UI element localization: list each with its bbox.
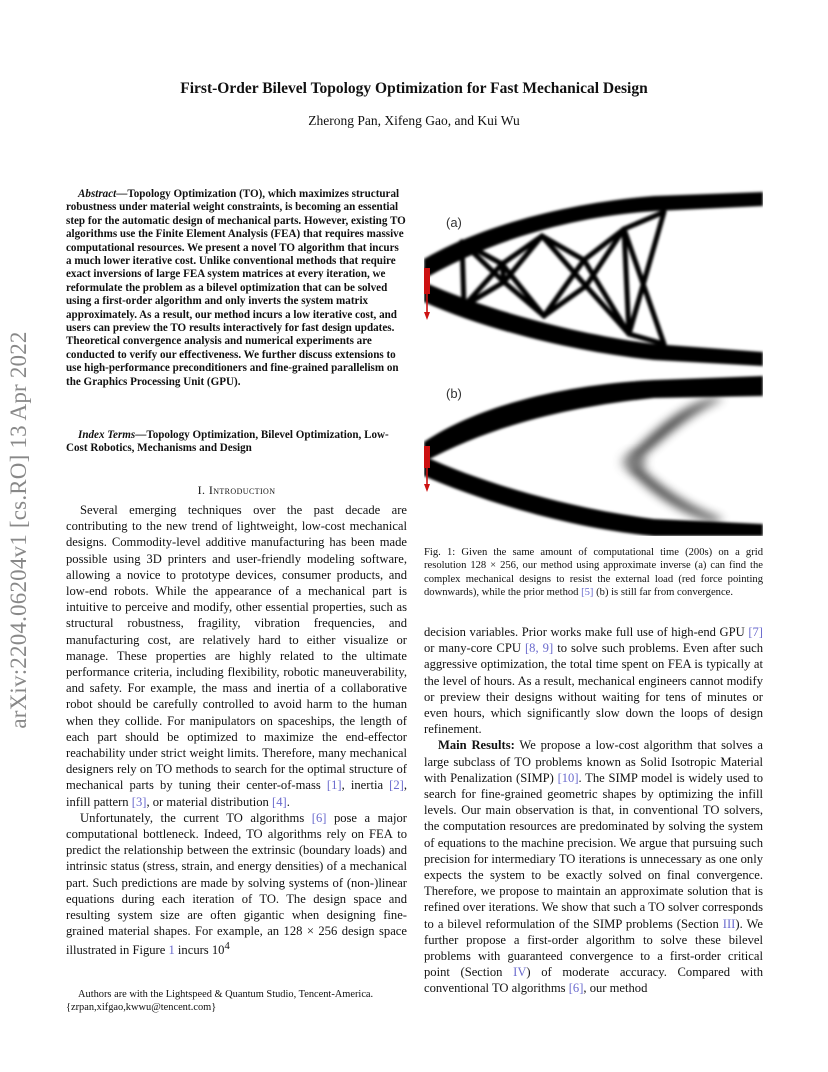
citation-link[interactable]: [6] bbox=[311, 810, 327, 825]
body-text: , our method bbox=[583, 981, 648, 996]
force-arrowhead-a bbox=[424, 312, 430, 320]
right-paragraph-1 bbox=[424, 624, 763, 737]
body-text: We propose a low-cost algorithm that solves a large subclass of TO problems known as Solid Isotropic Material with Penalization (SIMP) bbox=[424, 738, 764, 785]
intro-paragraph-2 bbox=[66, 810, 407, 959]
caption-text: Given the same amount of computational time (200s) on a grid resolution 128 × 256, our method using approximate inverse (a) can find the complex mechanical designs to resist the external load (red force pointing downwards), while the prior method bbox=[424, 547, 763, 599]
citation-link[interactable]: [4] bbox=[272, 794, 287, 809]
abstract-text: —Topology Optimization (TO), which maximizes structural robustness under material weight constraints, is becoming an essential step for the automatic design of mechanical parts. However, existing TO algorithms use the Finite Element Analysis (FEA) that requires massive computational resources. We present a novel TO algorithm that incurs a much lower iterative cost. Unlike conventional methods that require exact inversions of large FEA system matrices at every iteration, we reformulate the problem as a bilevel optimization that can be solved using a first-order algorithm and only inverts the system matrix approximately. As a result, our method incurs a low iterative cost, and users can preview the TO results interactively for fast design updates. Theoretical convergence analysis and numerical experiments are conducted to verify our effectiveness. We further discuss extensions to use high-performance preconditioners and fine-grained parallelism on the Graphics Processing Unit (GPU). bbox=[66, 188, 406, 388]
intro-text: incurs 10 bbox=[174, 943, 225, 958]
section-heading bbox=[66, 483, 407, 498]
paper-title: First-Order Bilevel Topology Optimization for Fast Mechanical Design bbox=[180, 80, 648, 97]
citation-link[interactable]: [5] bbox=[581, 587, 594, 599]
citation-link[interactable]: [3] bbox=[131, 794, 147, 809]
citation-link[interactable]: [1] bbox=[326, 778, 342, 793]
intro-text: Several emerging techniques over the past decade are contributing to the new trend of lightweight, low-cost mechanical designs. Commodity-level additive manufacturing has been made possible using 3D printers and user-friendly modeling software, allowing a novice to prototype devices, consumer products, and low-end robots. While the appearance of a mechanical part is intuitive to perceive and modify, other essential properties, such as structural robustness, fragility, vibration frequencies, and manufacturing cost, are relatively hard to either visualize or manage. These properties are highly related to the ultimate performance criteria, including flexibility, robotic maneuverability, and safety. For example, the mass and inertia of a collaborative robot should be carefully controlled to avoid harm to the human when they collide. For manipulators on spaceships, the length of each part should be optimized to maximize the end-effector reachability under strict weight limits. Therefore, many mechanical designers rely on TO methods to search for the optimal structure of mechanical parts by tuning their center-of-mass bbox=[66, 503, 407, 793]
panel-b-label: (b) bbox=[446, 386, 462, 401]
body-text: to solve such problems. Even after such aggressive optimization, the total time spent on FEA is typically at the level of hours. As a result, mechanical engineers cannot modify or preview their designs without waiting for tens of minutes or even hours, which significantly slow down the loops of design refinement. bbox=[424, 641, 764, 737]
figure-link[interactable]: 1 bbox=[168, 943, 175, 958]
section-link[interactable]: IV bbox=[513, 965, 527, 980]
section-link[interactable]: III bbox=[722, 916, 736, 931]
force-arrowhead-b bbox=[424, 484, 430, 492]
panel-b-structure bbox=[424, 376, 763, 536]
intro-text: pose a major computational bottleneck. Indeed, TO algorithms rely on FEA to predict the relationship between the extrinsic (boundary loads) and intrinsic status (stress, strain, and energy densities) of a mechanical part. Such predictions are made by solving systems of (non-)linear equations during each iteration of TO. The design space and resulting system size are often gigantic when designing fine-grained material shapes. For example, an 128 × 256 design space illustrated in Figure bbox=[66, 810, 407, 958]
citation-link[interactable]: [10] bbox=[557, 770, 579, 785]
topology-figure bbox=[424, 184, 763, 536]
introduction-body bbox=[66, 502, 407, 959]
intro-text: , infill pattern bbox=[66, 778, 407, 809]
body-text: or many-core CPU bbox=[424, 641, 525, 656]
figure-1 bbox=[424, 184, 763, 536]
citation-link[interactable]: [2] bbox=[389, 778, 404, 793]
arxiv-identifier: arXiv:2204.06204v1 [cs.RO] 13 Apr 2022 bbox=[6, 331, 31, 729]
intro-text: . bbox=[286, 794, 290, 809]
superscript: 4 bbox=[224, 941, 230, 953]
index-terms bbox=[66, 429, 407, 456]
citation-link[interactable]: [7] bbox=[748, 625, 763, 639]
caption-label: Fig. 1: bbox=[424, 547, 456, 558]
index-terms-label: Index Terms bbox=[78, 429, 136, 441]
figure-caption bbox=[424, 546, 763, 600]
right-column-body bbox=[424, 624, 763, 997]
intro-paragraph-1 bbox=[66, 502, 407, 810]
caption-text: (b) is still far from convergence. bbox=[593, 587, 734, 599]
intro-text: , inertia bbox=[341, 778, 390, 793]
citation-link[interactable]: [6] bbox=[568, 981, 584, 996]
section-title: Introduction bbox=[208, 483, 276, 497]
intro-text: , or material distribution bbox=[146, 794, 272, 809]
abstract bbox=[66, 188, 407, 389]
body-text: . The SIMP model is widely used to search for fine-grained geometric shapes by optimizing the infill levels. Our main observation is that, in conventional TO solvers, the computation resources are predominated by solving the system of equations to the machine precision. We argue that pursuing such precision for intermediary TO iterations is unnecessary as one only expects the system to be exactly solved on final convergence. Therefore, we propose to maintain an approximate solution that is refined over iterations. We show that such a TO solver corresponds to a bilevel reformulation of the SIMP problems (Section bbox=[424, 770, 763, 931]
index-terms-text: —Topology Optimization, Bilevel Optimization, Low-Cost Robotics, Mechanisms and Design bbox=[66, 429, 389, 455]
footnote bbox=[66, 989, 407, 1014]
right-paragraph-2 bbox=[424, 737, 763, 996]
paper-authors: Zherong Pan, Xifeng Gao, and Kui Wu bbox=[308, 113, 520, 128]
footnote-affiliation: Authors are with the Lightspeed & Quantum Studio, Tencent-America. bbox=[78, 989, 374, 1000]
body-text: ). We further propose a first-order algorithm to solve these bilevel problems with guaranteed convergence to a first-order critical point (Section bbox=[424, 916, 763, 980]
panel-a-structure bbox=[424, 192, 763, 366]
footnote-emails: {zrpan,xifgao,kwwu@tencent.com} bbox=[66, 1001, 217, 1013]
panel-a-label: (a) bbox=[446, 215, 462, 230]
body-text: ) of moderate accuracy. Compared with conventional TO algorithms bbox=[424, 965, 764, 996]
abstract-label: Abstract bbox=[78, 188, 117, 200]
body-text: decision variables. Prior works make full use of high-end GPU bbox=[424, 625, 749, 639]
citation-link[interactable]: [8, 9] bbox=[524, 641, 554, 656]
section-number: I. bbox=[197, 483, 206, 497]
intro-text: Unfortunately, the current TO algorithms bbox=[80, 810, 312, 825]
main-results-label: Main Results: bbox=[438, 738, 515, 753]
